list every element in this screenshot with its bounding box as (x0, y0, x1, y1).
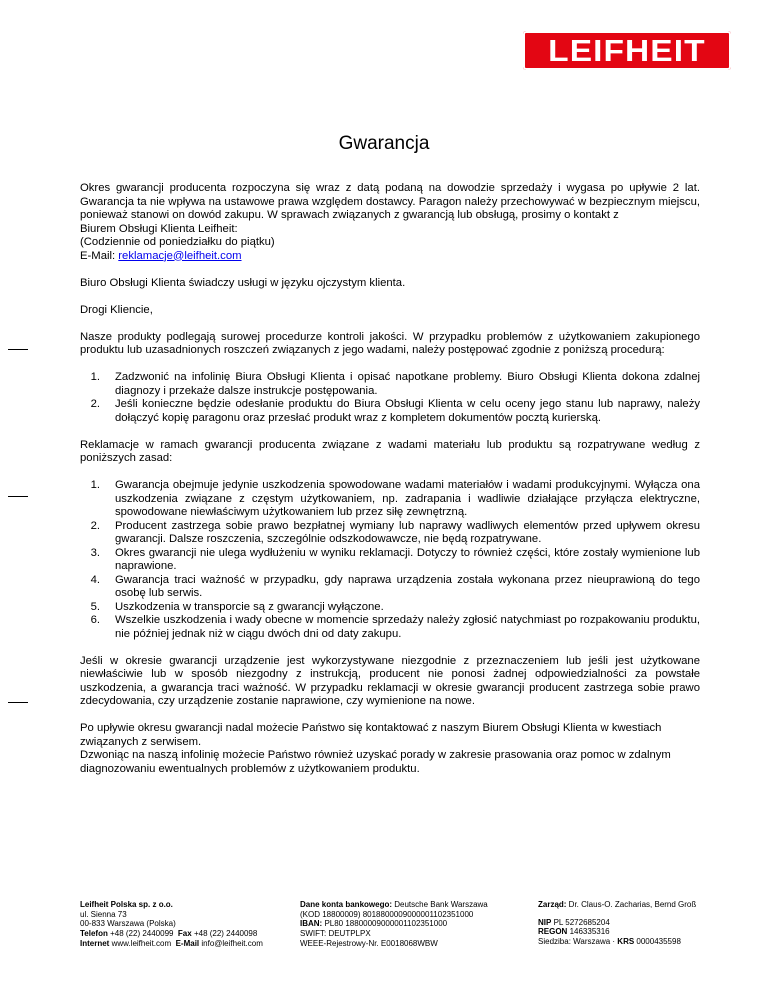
swift-line: SWIFT: DEUTPLPX (300, 929, 371, 939)
bank-code: (KOD 18800009) 8018800009000001102351000 (300, 909, 474, 919)
list-text: Uszkodzenia w transporcie są z gwarancji wyłączone. (115, 600, 384, 613)
intro-hours: (Codziennie od poniedziałku do piątku) (80, 236, 275, 248)
list-number: 2. (90, 519, 100, 532)
bank-value: Deutsche Bank Warszawa (392, 900, 488, 909)
list-number: 3. (90, 546, 100, 559)
list-text: Gwarancja obejmuje jedynie uszkodzenia spowodowane wadami materiałów i wadami produkcyjnymi. Wyłącza ona uszkodzenia związane z częstym użytkowaniem, np. zadrapania i wadliwie działające przyłącza elektryczne, spowodowane niewłaściwym użytkowaniem lub przez siłę zewnętrzną. (115, 479, 700, 518)
after-line-1: Po upływie okresu gwarancji nadal możecie Państwo się kontaktować z naszym Biurem Obsługi Klienta w kwestiach związanych z serwisem. (80, 722, 662, 748)
list-item (80, 601, 700, 615)
intro-email-line (80, 250, 700, 264)
list-item (80, 520, 700, 547)
footer-email-value: info@leifheit.com (199, 938, 263, 948)
after-warranty-paragraph (80, 722, 700, 776)
footer-email-label: E-Mail (175, 938, 200, 948)
document-body (80, 182, 700, 790)
email-label: E-Mail: (80, 249, 119, 262)
nip-value: PL 5272685204 (551, 917, 610, 927)
footer-bank (300, 900, 520, 949)
bank-line (300, 900, 520, 910)
greeting: Drogi Kliencie, (80, 303, 153, 316)
language-note: Biuro Obsługi Klienta świadczy usługi w języku ojczystym klienta. (80, 276, 406, 289)
company-street: ul. Sienna 73 (80, 909, 127, 919)
fax-value: +48 (22) 2440098 (191, 929, 258, 939)
company-web-mail (80, 939, 280, 949)
list-text: Gwarancja traci ważność w przypadku, gdy naprawa urządzenia została wykonana przez nieuprawioną do tego osobę lub serwis. (115, 573, 700, 599)
seat-line (538, 937, 748, 947)
list-number: 4. (90, 573, 100, 586)
list-text: Wszelkie uszkodzenia i wady obecne w momencie sprzedaży należy zgłosić natychmiast po rozpakowaniu produktu, nie później jednak niż w ciągu dwóch dni od daty zakupu. (115, 614, 700, 640)
list-item (80, 479, 700, 520)
procedure-intro: Nasze produkty podlegają surowej procedurze kontroli jakości. W przypadku problemów z użytkowaniem zakupionego produktu lub uzasadnionych roszczeń związanych z jego wadami, należy postępować zgodnie z poniższą procedurą: (80, 330, 700, 356)
list-text: Jeśli konieczne będzie odesłanie produktu do Biura Obsługi Klienta w celu oceny jego stanu lub naprawy, należy dołączyć kopię paragonu oraz przesłać produkt wraz z kompletem dokumentów pocztą kurierską. (115, 398, 700, 424)
regon-value: 146335316 (567, 927, 610, 937)
seat-value: Siedziba: Warszawa · (538, 937, 618, 947)
list-item (80, 614, 700, 641)
board-value: Dr. Claus-O. Zacharias, Bernd Groß (566, 900, 697, 909)
rules-list (80, 479, 700, 641)
board-label: Zarząd: (538, 900, 567, 909)
regon-label: REGON (538, 927, 568, 937)
list-number: 1. (90, 371, 100, 383)
fold-mark (8, 496, 28, 497)
intro-office: Biurem Obsługi Klienta Leifheit: (80, 222, 238, 235)
phone-label: Telefon (80, 929, 108, 939)
after-line-2: Dzwoniąc na naszą infolinię możecie Państwo również uzyskać porady w zakresie prasowania oraz pomoc w zdalnym diagnozowaniu ewentualnych problemów z użytkowaniem produktu. (80, 749, 671, 775)
list-item (80, 547, 700, 574)
iban-line (300, 919, 520, 929)
page-title: Gwarancja (338, 133, 430, 154)
krs-label: KRS (617, 937, 635, 947)
phone-value: +48 (22) 2440099 (107, 929, 174, 939)
list-item (80, 398, 700, 425)
company-city: 00-833 Warszawa (Polska) (80, 919, 176, 929)
logo-text: LEIFHEIT (548, 33, 706, 68)
internet-value: www.leifheit.com (109, 938, 172, 948)
iban-label: IBAN: (300, 919, 323, 929)
list-number: 6. (90, 614, 100, 626)
company-phone-fax (80, 929, 280, 939)
krs-value: 0000435598 (634, 937, 681, 947)
internet-label: Internet (80, 938, 110, 948)
intro-text: Okres gwarancji producenta rozpoczyna się wraz z datą podaną na dowodzie sprzedaży i wygasa po upływie 2 lat. Gwarancja ta nie wpływa na ustawowe prawa względem dostawcy. Paragon należy przechowywać w bezpiecznym miejscu, ponieważ stanowi on dowód zakupu. W sprawach związanych z gwarancją lub obsługą, prosimy o kontakt z (80, 182, 700, 221)
list-number: 5. (90, 600, 100, 613)
rules-intro: Reklamacje w ramach gwarancji producenta związane z wadami materiału lub produktu są rozpatrywane według z poniższych zasad: (80, 438, 700, 464)
iban-value: PL80 18800009000001102351000 (322, 919, 448, 929)
list-text: Producent zastrzega sobie prawo bezpłatnej wymiany lub naprawy wadliwych elementów przed upływem okresu gwarancji. Dalsze roszczenia, szczególnie odszkodowawcze, nie będą rozpatrywane. (115, 519, 700, 545)
list-item (80, 371, 700, 398)
fold-mark (8, 349, 28, 350)
weee-line: WEEE-Rejestrowy-Nr. E0018068WBW (300, 938, 438, 948)
procedure-list (80, 371, 700, 425)
footer-company (80, 900, 280, 949)
footer-legal (538, 900, 748, 947)
regon-line (538, 927, 748, 937)
list-item (80, 574, 700, 601)
list-number: 1. (90, 479, 100, 491)
bank-label: Dane konta bankowego: (300, 900, 393, 909)
nip-line (538, 918, 748, 928)
company-name: Leifheit Polska sp. z o.o. (80, 900, 173, 909)
leifheit-logo (523, 31, 731, 70)
misuse-paragraph: Jeśli w okresie gwarancji urządzenie jest wykorzystywane niezgodnie z przeznaczeniem lub jeśli jest użytkowane niewłaściwie lub w sposób niezgodny z instrukcją, producent nie ponosi żadnej odpowiedzialności za powstałe uszkodzenia, a gwarancja traci ważność. W przypadku reklamacji w okresie gwarancji producent zastrzega sobie prawo zdecydowania, czy urządzenie zostanie naprawione, czy wymienione na nowe. (80, 654, 700, 707)
fold-mark (8, 702, 28, 703)
list-text: Okres gwarancji nie ulega wydłużeniu w wyniku reklamacji. Dotyczy to również części, które zostały wymienione lub naprawione. (115, 546, 700, 572)
list-text: Zadzwonić na infolinię Biura Obsługi Klienta i opisać napotkane problemy. Biuro Obsługi Klienta dokona zdalnej diagnozy i przekaże dalsze instrukcje postępowania. (115, 371, 700, 397)
nip-label: NIP (538, 917, 552, 927)
board-line (538, 900, 748, 910)
email-link[interactable]: reklamacje@leifheit.com (118, 249, 242, 262)
fax-label: Fax (177, 929, 192, 939)
list-number: 2. (90, 398, 100, 410)
intro-paragraph (80, 182, 700, 263)
